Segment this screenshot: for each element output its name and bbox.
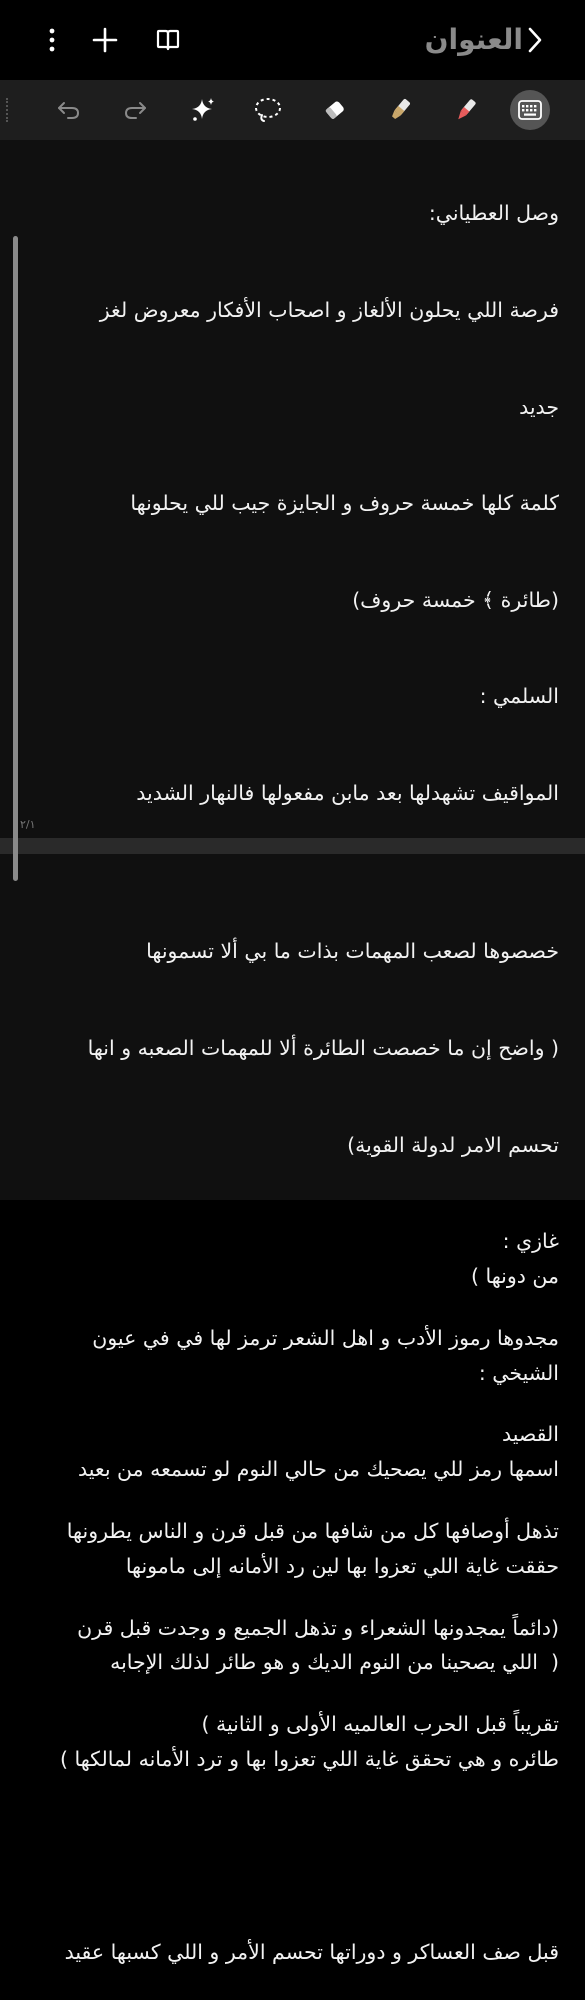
eraser-icon[interactable] xyxy=(315,90,355,130)
text-line: خصصوها لصعب المهمات بذات ما بي ألا تسمونها xyxy=(146,939,559,964)
text-line xyxy=(14,1840,559,1872)
page-number: ٢/١ xyxy=(20,818,36,831)
back-chevron-icon[interactable] xyxy=(515,20,555,60)
scrollbar[interactable] xyxy=(13,236,18,881)
text-line: تحسم الامر لدولة القوية) xyxy=(347,1132,559,1157)
text-line: (دائماً يمجدونها الشعراء و تذهل الجميع و وجدت قبل قرن xyxy=(77,1615,559,1640)
text-line: من دونها ) xyxy=(470,1263,559,1288)
text-line: الشيخي : xyxy=(478,1360,559,1385)
lasso-icon[interactable] xyxy=(248,90,288,130)
text-line: القصيد xyxy=(501,1422,559,1447)
page-divider xyxy=(0,838,585,854)
more-vertical-icon[interactable] xyxy=(32,20,72,60)
pen-icon[interactable] xyxy=(446,90,486,130)
text-line: اسمها رمز للي يصحيك من حالي النوم لو تسمعه من بعيد xyxy=(77,1457,559,1482)
text-line: حققت غاية اللي تعزوا بها لين رد الأمانه إلى مامونها xyxy=(125,1553,559,1578)
text-line: السلمي : xyxy=(479,684,559,709)
app-header xyxy=(0,0,585,80)
text-line: (طائرة ﴾ خمسة حروف) xyxy=(352,587,559,612)
text-line: وصل العطياني: xyxy=(428,201,559,226)
text-line: طائره و هي تحقق غاية اللي تعزوا بها و ترد الأمانه لمالكها ) xyxy=(59,1746,559,1771)
text-line: كلمة كلها خمسة حروف و الجايزة جيب للي يحلونها xyxy=(130,491,559,516)
text-line: قبل صف العساكر و دوراتها تحسم الأمر و اللي كسبها عقيد xyxy=(64,1940,559,1965)
drawing-toolbar xyxy=(0,80,585,140)
text-line: جديد xyxy=(519,394,559,419)
toolbar-scroll-handle[interactable] xyxy=(6,98,14,122)
text-line: تذهل أوصافها كل من شافها من قبل قرن و الناس يطرونها xyxy=(66,1518,559,1543)
text-line: ( اللي يصحينا من النوم الديك و هو طائر لذلك الإجابه xyxy=(110,1650,559,1675)
text-line: تقريباً قبل الحرب العالميه الأولى و الثانية ) xyxy=(201,1712,559,1737)
page-title[interactable]: العنوان xyxy=(424,23,523,56)
undo-icon[interactable] xyxy=(49,90,89,130)
plus-icon[interactable] xyxy=(85,20,125,60)
note-text-page-2[interactable] xyxy=(14,871,559,1773)
highlighter-icon[interactable] xyxy=(380,90,420,130)
text-line: فرصة اللي يحلون الألغاز و اصحاب الأفكار معروض لغز xyxy=(99,298,559,322)
redo-icon[interactable] xyxy=(115,90,155,130)
ai-sparkle-icon[interactable] xyxy=(183,90,223,130)
keyboard-icon[interactable] xyxy=(510,90,550,130)
text-line: غازي : xyxy=(502,1229,559,1254)
text-line: ( واضح إن ما خصصت الطائرة ألا للمهمات الصعبه و انها xyxy=(87,1036,559,1060)
text-line: مجدوها رموز الأدب و اهل الشعر ترمز لها في في عيون xyxy=(92,1325,559,1350)
text-line: المواقيف تشهدلها بعد مابن مفعولها فالنهار الشديد xyxy=(136,780,559,805)
book-icon[interactable] xyxy=(148,20,188,60)
